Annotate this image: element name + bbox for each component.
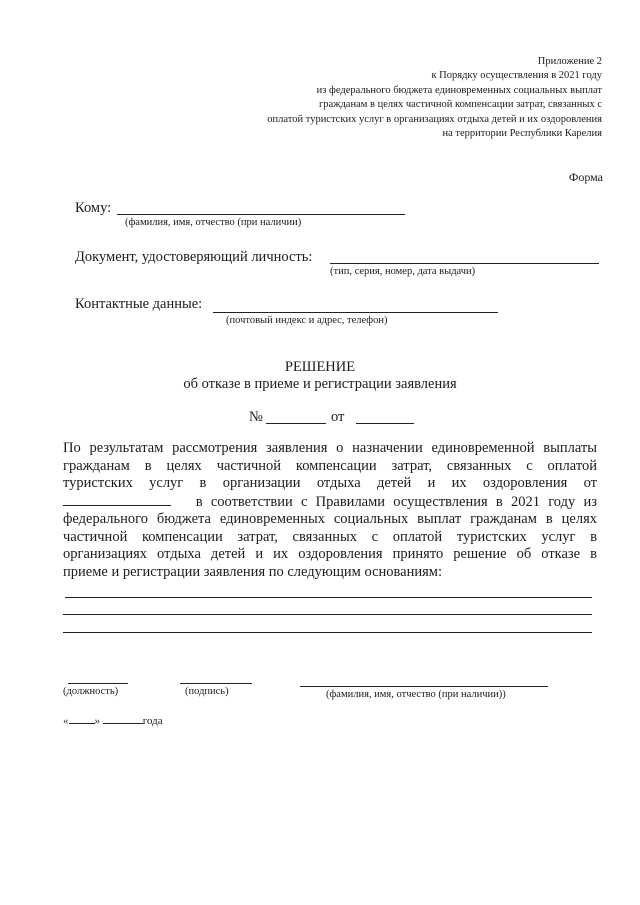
- appendix-line: оплатой туристских услуг в организациях отдыха детей и их оздоровления: [267, 113, 602, 125]
- grounds-line-3[interactable]: [63, 632, 592, 633]
- to-label: Кому:: [75, 200, 112, 216]
- appendix-line: к Порядку осуществления в 2021 году: [431, 70, 602, 82]
- signature-hint: (подпись): [185, 686, 229, 697]
- identity-document-hint: (тип, серия, номер, дата выдачи): [330, 266, 476, 277]
- decision-date-field[interactable]: [356, 423, 414, 424]
- body-line: федерального бюджета единовременных социальных выплат гражданам в целях: [63, 511, 597, 527]
- body-line: приеме и регистрации заявления по следующим основаниям:: [63, 563, 443, 580]
- application-date-field[interactable]: [63, 493, 171, 506]
- to-field[interactable]: [117, 214, 405, 215]
- identity-document-label: Документ, удостоверяющий личность:: [75, 249, 313, 265]
- date-line: [63, 714, 163, 727]
- date-year-word: года: [142, 715, 163, 727]
- position-field[interactable]: [68, 683, 128, 684]
- number-sign: №: [249, 409, 263, 425]
- appendix-header: [267, 55, 602, 141]
- body-line: По результатам рассмотрения заявления о назначении единовременной выплаты: [63, 440, 597, 456]
- body-line: организациях отдыха детей и их оздоровления принято решение об отказе в: [63, 546, 597, 562]
- appendix-line: на территории Республики Карелия: [442, 128, 602, 140]
- to-hint: (фамилия, имя, отчество (при наличии): [125, 217, 302, 228]
- decision-subtitle: об отказе в приеме и регистрации заявления: [183, 376, 457, 392]
- body-line: гражданам в целях частичной компенсации затрат, связанных с оплатой: [63, 457, 597, 474]
- grounds-line-2[interactable]: [63, 614, 592, 615]
- body-line-text: в соответствии с Правилами осуществления в 2021 году из: [195, 493, 597, 510]
- signature-field[interactable]: [180, 683, 252, 684]
- contacts-label: Контактные данные:: [75, 296, 203, 312]
- full-name-hint: (фамилия, имя, отчество (при наличии)): [326, 689, 506, 700]
- date-close-quote: »: [94, 715, 100, 727]
- date-month-field[interactable]: [103, 714, 143, 724]
- decision-title: РЕШЕНИЕ: [284, 359, 356, 375]
- contacts-field[interactable]: [213, 312, 498, 313]
- date-day-field[interactable]: [69, 714, 95, 724]
- appendix-line: из федерального бюджета единовременных социальных выплат: [316, 84, 602, 96]
- full-name-field[interactable]: [300, 686, 548, 687]
- date-open-quote: «: [63, 715, 69, 727]
- from-word: от: [331, 409, 345, 425]
- grounds-line-1[interactable]: [65, 597, 592, 598]
- form-label: Форма: [568, 170, 603, 184]
- body-line: туристских услуг в организации отдыха детей и их оздоровления от: [63, 475, 597, 491]
- appendix-line: Приложение 2: [537, 56, 602, 67]
- decision-body: [63, 440, 597, 581]
- body-line: частичной компенсации затрат, связанных с оплатой туристских услуг в: [63, 528, 597, 545]
- position-hint: (должность): [63, 686, 119, 697]
- appendix-line: гражданам в целях частичной компенсации затрат, связанных с: [318, 99, 602, 111]
- contacts-hint: (почтовый индекс и адрес, телефон): [226, 315, 388, 326]
- decision-number-field[interactable]: [266, 423, 326, 424]
- body-line-with-blank: [63, 493, 597, 512]
- identity-document-field[interactable]: [330, 263, 599, 264]
